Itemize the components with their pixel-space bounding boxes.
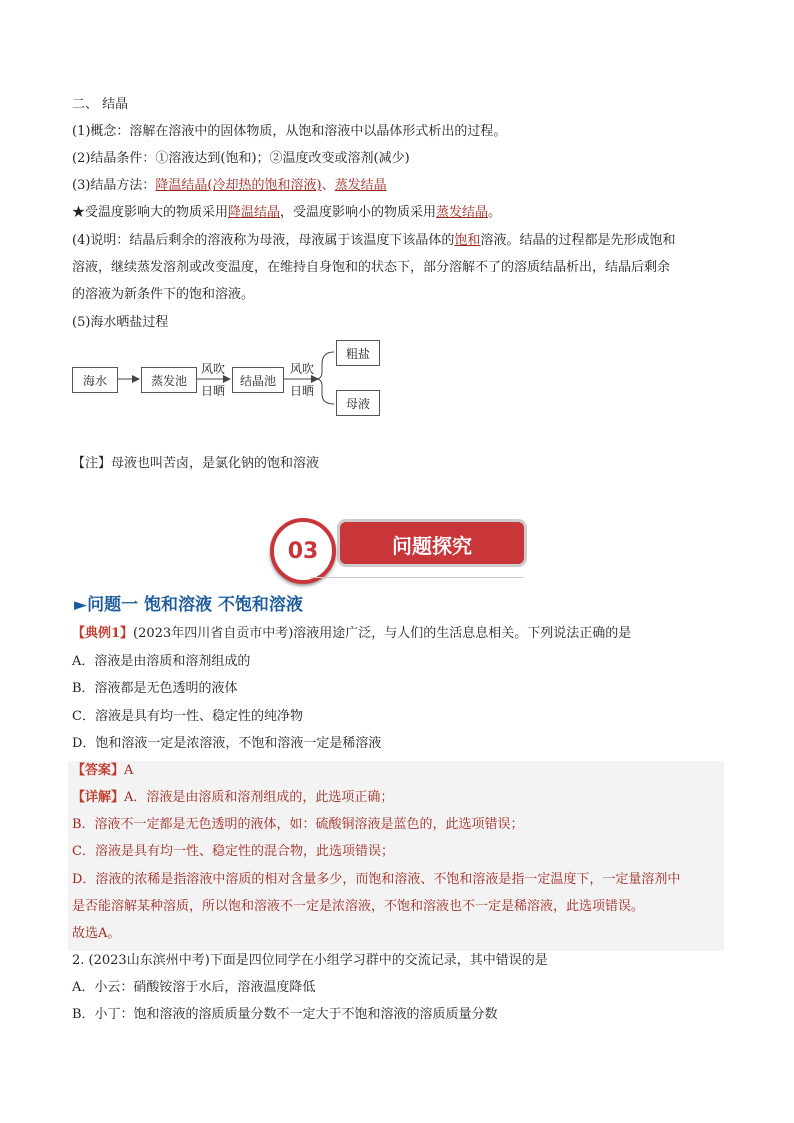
arrow1-label-top: 风吹 (201, 362, 226, 376)
banner-title: 问题探究 (392, 534, 472, 558)
flow-box-evaporation-pond: 蒸发池 (141, 367, 197, 393)
concept-line: (1)概念：溶解在溶液中的固体物质，从饱和溶液中以晶体形式析出的过程。 (72, 124, 507, 139)
explanation-line-2: 溶液，继续蒸发溶剂或改变温度，在维持自身饱和的状态下，部分溶解不了的溶质结晶析出，结晶后剩余 (72, 260, 671, 275)
arrow1-label-bottom: 日晒 (201, 384, 226, 398)
seawater-heading: (5)海水晒盐过程 (72, 315, 169, 330)
detail-a: A．溶液是由溶质和溶剂组成的，此选项正确； (124, 790, 394, 805)
flow-box-seawater: 海水 (72, 367, 118, 393)
detail-tag: 【详解】 (72, 790, 125, 805)
q2-option-a: A．小云：硝酸铵溶于水后，溶液温度降低 (72, 980, 316, 995)
example1-tag: 【典例1】 (72, 626, 134, 641)
section-heading: 二、 结晶 (72, 97, 129, 112)
star-link-cooling[interactable]: 降温结晶 (228, 205, 281, 220)
detail-d-line-1: D．溶液的浓稀是指溶液中溶质的相对含量多少，而饱和溶液、不饱和溶液是指一定温度下，一定量溶剂中 (72, 872, 681, 887)
explanation-text-b: 溶液。结晶的过程都是先形成饱和 (480, 233, 676, 248)
q2-option-b: B．小丁：饱和溶液的溶质质量分数不一定大于不饱和溶液的溶质质量分数 (72, 1007, 498, 1022)
example1-question: (2023年四川省自贡市中考)溶液用途广泛，与人们的生活息息相关。下列说法正确的是 (133, 626, 632, 641)
note-line: 【注】母液也叫苦卤，是氯化钠的饱和溶液 (72, 456, 320, 471)
detail-b: B．溶液不一定都是无色透明的液体，如：硫酸铜溶液是蓝色的，此选项错误； (72, 817, 524, 832)
explanation-text-a: (4)说明：结晶后剩余的溶液称为母液，母液属于该温度下该晶体的 (72, 233, 455, 248)
arrow2-label-bottom: 日晒 (290, 384, 315, 398)
arrow2-label-top: 风吹 (290, 362, 315, 376)
star-text-c: 。 (488, 205, 502, 220)
example1-option-a: A．溶液是由溶质和溶剂组成的 (72, 654, 251, 669)
star-text-a: ★受温度影响大的物质采用 (72, 205, 229, 220)
split-brace (316, 352, 334, 404)
flow-box-mother-liquor: 母液 (336, 390, 380, 416)
answer-conclusion: 故选A。 (72, 926, 121, 941)
method-link-evaporation[interactable]: 蒸发结晶 (334, 178, 387, 193)
section-banner (270, 520, 528, 578)
example1-stem (72, 625, 631, 643)
star-text-b: ，受温度影响小的物质采用 (280, 205, 437, 220)
detail-c: C．溶液是具有均一性、稳定性的混合物，此选项错误； (72, 844, 394, 859)
star-link-evaporation[interactable]: 蒸发结晶 (436, 205, 489, 220)
explanation-line-3: 的溶液为新条件下的饱和溶液。 (72, 287, 255, 302)
answer-line (72, 762, 133, 780)
flow-box-crystallization-pond: 结晶池 (232, 367, 284, 393)
method-prefix: (3)结晶方法： (72, 178, 156, 193)
answer-value: A (124, 763, 134, 778)
method-separator: 、 (321, 178, 335, 193)
method-link-cooling[interactable]: 降温结晶(冷却热的饱和溶液) (155, 178, 322, 193)
banner-underline (310, 577, 524, 578)
flow-arrows (0, 0, 794, 430)
condition-line: (2)结晶条件：①溶液达到(饱和)；②温度改变或溶剂(减少) (72, 151, 410, 166)
detail-d-line-2: 是否能溶解某种溶质，所以饱和溶液不一定是浓溶液，不饱和溶液也不一定是稀溶液，此选项错误。 (72, 899, 645, 914)
example1-option-b: B．溶液都是无色透明的液体 (72, 681, 238, 696)
detail-a-line (72, 789, 393, 807)
q2-stem: 2. (2023山东滨州中考)下面是四位同学在小组学习群中的交流记录，其中错误的是 (72, 953, 548, 968)
flow-box-coarse-salt: 粗盐 (336, 340, 380, 366)
example1-option-c: C．溶液是具有均一性、稳定性的纯净物 (72, 709, 303, 724)
problem-heading: ►问题一 饱和溶液 不饱和溶液 (74, 595, 303, 615)
example1-option-d: D．饱和溶液一定是浓溶液，不饱和溶液一定是稀溶液 (72, 736, 382, 751)
answer-tag: 【答案】 (72, 763, 125, 778)
explanation-link-saturated[interactable]: 饱和 (454, 233, 481, 248)
banner-number-badge: 03 (270, 518, 336, 584)
